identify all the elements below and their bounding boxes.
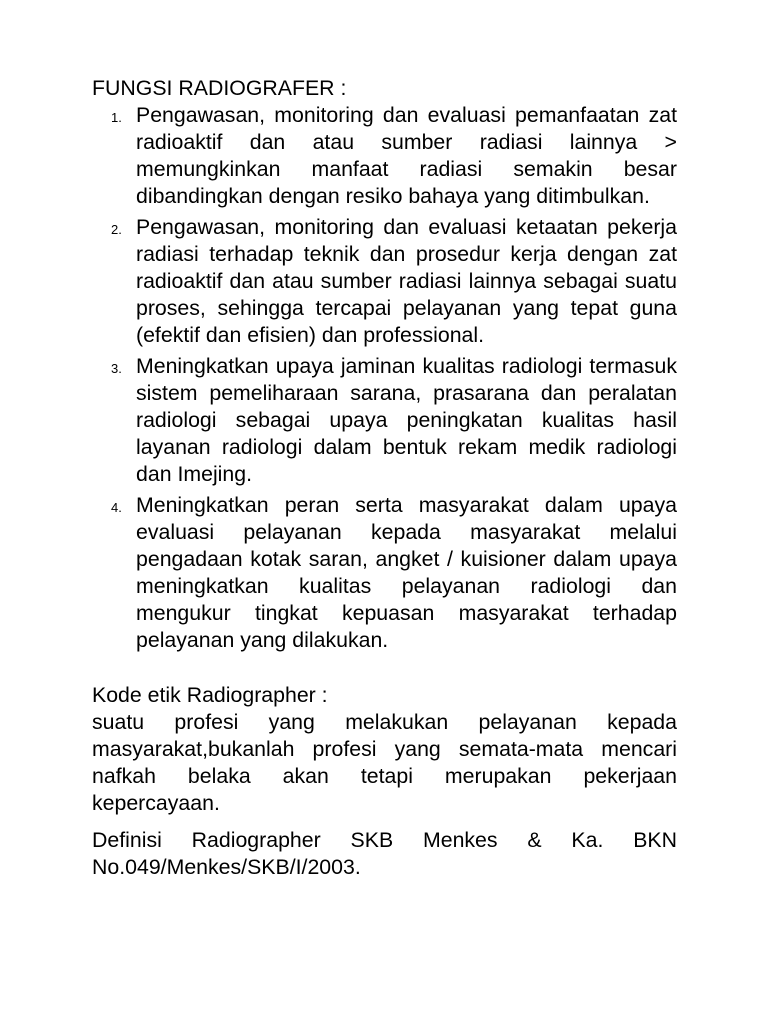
paragraph-gap: [92, 817, 677, 827]
list-item-text: Pengawasan, monitoring dan evaluasi pemanfaatan zat radioaktif dan atau sumber radiasi lainnya > memungkinkan manfaat radiasi semakin besar dibandingkan dengan resiko bahaya yang ditimbulkan.: [136, 103, 677, 208]
document-page: [92, 75, 677, 881]
list-item: [92, 102, 677, 210]
section-title: FUNGSI RADIOGRAFER :: [92, 76, 347, 100]
list-item-number: 4.: [111, 500, 122, 515]
list-item-number: 3.: [111, 361, 122, 376]
list-item-text: Meningkatkan upaya jaminan kualitas radiologi termasuk sistem pemeliharaan sarana, prasarana dan peralatan radiologi sebagai upaya peningkatan kualitas hasil layanan radiologi dalam bentuk rekam medik radiologi dan Imejing.: [136, 354, 677, 486]
functions-list: [92, 102, 677, 654]
code-of-ethics-title: Kode etik Radiographer :: [92, 683, 328, 707]
definition-text: Definisi Radiographer SKB Menkes & Ka. BKN No.049/Menkes/SKB/I/2003.: [92, 828, 677, 879]
list-item-text: Meningkatkan peran serta masyarakat dalam upaya evaluasi pelayanan kepada masyarakat melalui pengadaan kotak saran, angket / kuisioner dalam upaya meningkatkan kualitas pelayanan radiologi dan mengukur tingkat kepuasan masyarakat terhadap pelayanan yang dilakukan.: [136, 493, 677, 652]
list-item: [92, 492, 677, 654]
list-item: [92, 353, 677, 488]
list-item: [92, 214, 677, 349]
code-of-ethics-text: suatu profesi yang melakukan pelayanan kepada masyarakat,bukanlah profesi yang semata-mata mencari nafkah belaka akan tetapi merupakan pekerjaan kepercayaan.: [92, 710, 677, 815]
list-item-number: 1.: [111, 110, 122, 125]
section-spacer: [92, 658, 677, 682]
list-item-text: Pengawasan, monitoring dan evaluasi ketaatan pekerja radiasi terhadap teknik dan prosedur kerja dengan zat radioaktif dan atau sumber radiasi lainnya sebagai suatu proses, sehingga tercapai pelayanan yang tepat guna (efektif dan efisien) dan professional.: [136, 215, 677, 347]
list-item-number: 2.: [111, 222, 122, 237]
